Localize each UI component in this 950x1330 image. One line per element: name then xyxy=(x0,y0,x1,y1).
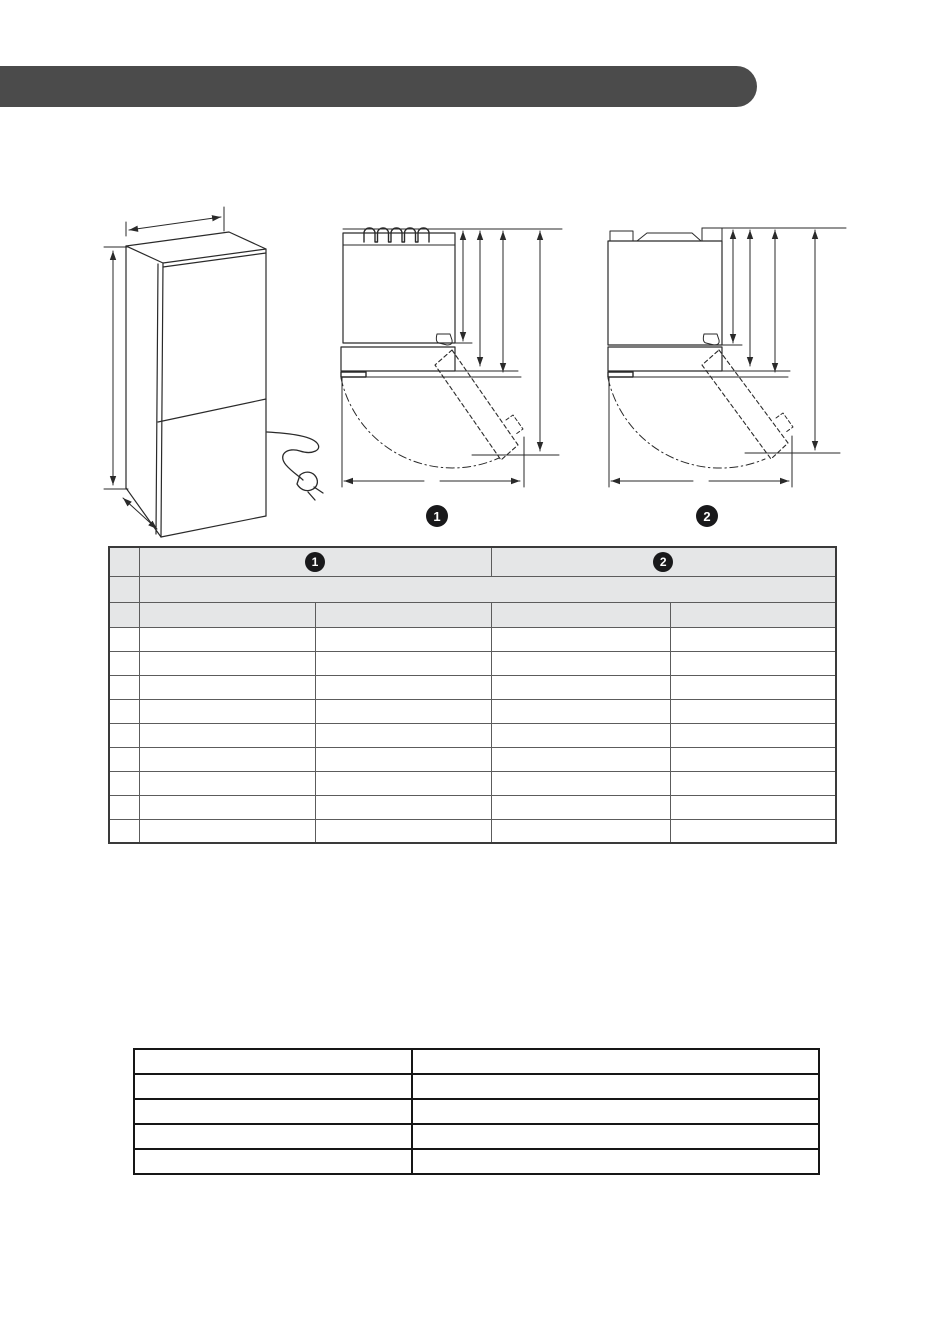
table-row xyxy=(109,747,836,771)
info-value-cell xyxy=(412,1074,819,1099)
door-handle xyxy=(608,372,633,377)
info-label-cell xyxy=(134,1049,412,1074)
door-swing-diagram-1 xyxy=(335,220,570,498)
condenser-coil-bumps xyxy=(364,228,429,242)
door-open-handle-dashed xyxy=(776,413,793,432)
table-row xyxy=(109,699,836,723)
merged-header-row xyxy=(109,576,836,602)
table-row xyxy=(109,627,836,651)
dimensions-table xyxy=(108,546,837,844)
info-value-cell xyxy=(412,1049,819,1074)
group-header-1 xyxy=(139,547,491,576)
figure-2-badge-icon: 2 xyxy=(696,505,718,527)
table-row xyxy=(134,1074,819,1099)
group-header-row xyxy=(109,547,836,576)
info-label-cell xyxy=(134,1124,412,1149)
door-open-dashed xyxy=(435,350,518,460)
sub-header-cell xyxy=(139,602,315,627)
section-title-bar xyxy=(0,66,757,107)
cabinet-top-view xyxy=(608,241,722,345)
door-swing-arc xyxy=(608,378,765,468)
door-handle xyxy=(341,372,366,377)
info-label-cell xyxy=(134,1099,412,1124)
table-row xyxy=(109,651,836,675)
door-closed-top-view xyxy=(341,347,455,371)
rear-spacer-center xyxy=(637,233,701,241)
height-dimension-arrow xyxy=(104,247,128,489)
sub-header-cell xyxy=(315,602,491,627)
door-swing-diagram-2 xyxy=(600,220,850,498)
badge-2-icon: 2 xyxy=(653,552,673,572)
cabinet-top-view xyxy=(343,233,455,343)
table-row xyxy=(134,1099,819,1124)
table-row xyxy=(109,675,836,699)
info-label-cell xyxy=(134,1074,412,1099)
sub-header-cell xyxy=(670,602,836,627)
rear-spacer-right xyxy=(702,228,722,241)
power-cord-icon xyxy=(267,432,323,500)
figure-1-badge-icon: 1 xyxy=(426,505,448,527)
rear-spacer-left xyxy=(610,231,633,241)
info-value-cell xyxy=(412,1149,819,1174)
fridge-body-outline xyxy=(126,232,266,537)
table-row xyxy=(109,723,836,747)
merged-header-cell xyxy=(139,576,836,602)
table-row xyxy=(134,1049,819,1074)
table-row xyxy=(134,1124,819,1149)
table-row xyxy=(109,819,836,843)
sub-header-cell xyxy=(491,602,670,627)
door-closed-top-view xyxy=(608,347,722,371)
corner-cell xyxy=(109,547,139,576)
info-value-cell xyxy=(412,1099,819,1124)
sub-header-row xyxy=(109,602,836,627)
info-label-cell xyxy=(134,1149,412,1174)
door-split-line xyxy=(158,399,266,422)
depth-dimension-arrow xyxy=(123,498,157,529)
depth-arrows xyxy=(608,230,840,453)
width-dimension-arrow xyxy=(126,207,224,236)
table-row xyxy=(134,1149,819,1174)
refrigerator-isometric-drawing xyxy=(95,200,335,545)
group-header-2 xyxy=(491,547,836,576)
badge-1-icon: 1 xyxy=(305,552,325,572)
info-table xyxy=(133,1048,820,1175)
table-row xyxy=(109,771,836,795)
table-row xyxy=(109,795,836,819)
door-hinge-detail xyxy=(703,334,719,345)
info-value-cell xyxy=(412,1124,819,1149)
